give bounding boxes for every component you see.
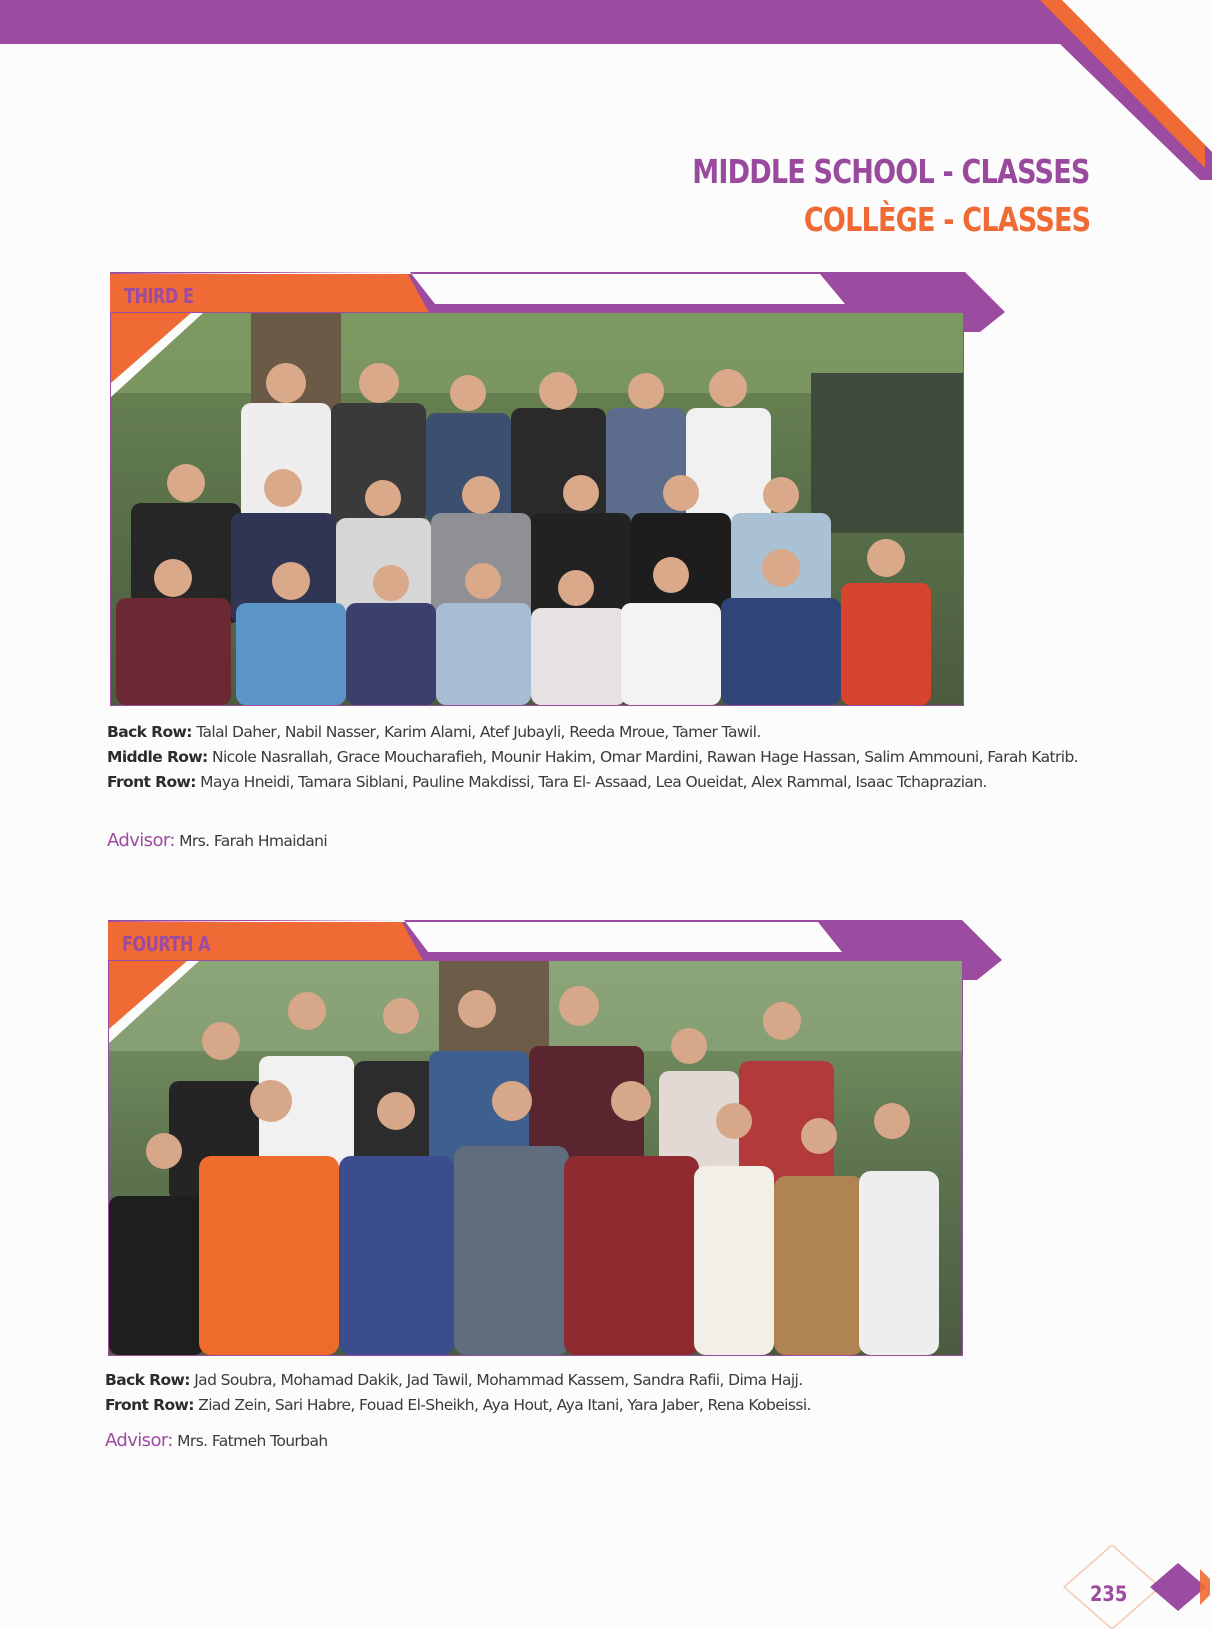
- row-label: Middle Row:: [107, 748, 208, 766]
- row-names: Jad Soubra, Mohamad Dakik, Jad Tawil, Mohammad Kassem, Sandra Rafii, Dima Hajj.: [194, 1371, 803, 1389]
- advisor-line: [107, 830, 327, 851]
- advisor-label: Advisor:: [105, 1430, 173, 1451]
- class-names-list: [107, 720, 1092, 795]
- advisor-name: Mrs. Farah Hmaidani: [179, 832, 328, 850]
- class-name-label: FOURTH A: [122, 932, 211, 956]
- class-photo: [110, 312, 964, 706]
- row-label: Back Row:: [107, 723, 192, 741]
- row-names: Ziad Zein, Sari Habre, Fouad El-Sheikh, Aya Hout, Aya Itani, Yara Jaber, Rena Kobeissi.: [198, 1396, 811, 1414]
- back-row: [107, 720, 1092, 745]
- front-row: [107, 770, 1092, 795]
- class-name-label: THIRD E: [124, 284, 194, 308]
- class-photo: [108, 960, 963, 1356]
- page-number-ornament: [1050, 1545, 1210, 1629]
- row-names: Maya Hneidi, Tamara Siblani, Pauline Makdissi, Tara El- Assaad, Lea Oueidat, Alex Rammal, Isaac Tchaprazian.: [200, 773, 987, 791]
- class-section-third-e: [0, 272, 1212, 862]
- row-label: Front Row:: [107, 773, 196, 791]
- page-title-english: MIDDLE SCHOOL - CLASSES: [692, 152, 1090, 191]
- advisor-line: [105, 1430, 328, 1451]
- advisor-label: Advisor:: [107, 830, 175, 851]
- page-number: 235: [1090, 1582, 1128, 1606]
- row-names: Talal Daher, Nabil Nasser, Karim Alami, Atef Jubayli, Reeda Mroue, Tamer Tawil.: [196, 723, 761, 741]
- class-section-fourth-a: [0, 920, 1212, 1460]
- row-label: Back Row:: [105, 1371, 190, 1389]
- front-row: [105, 1393, 1090, 1418]
- row-names: Nicole Nasrallah, Grace Moucharafieh, Mounir Hakim, Omar Mardini, Rawan Hage Hassan, Salim Ammouni, Farah Katrib.: [211, 748, 1079, 766]
- row-label: Front Row:: [105, 1396, 194, 1414]
- page-title-french: COLLÈGE - CLASSES: [803, 200, 1090, 239]
- middle-row: [107, 745, 1092, 770]
- class-names-list: [105, 1368, 1090, 1418]
- back-row: [105, 1368, 1090, 1393]
- advisor-name: Mrs. Fatmeh Tourbah: [177, 1432, 328, 1450]
